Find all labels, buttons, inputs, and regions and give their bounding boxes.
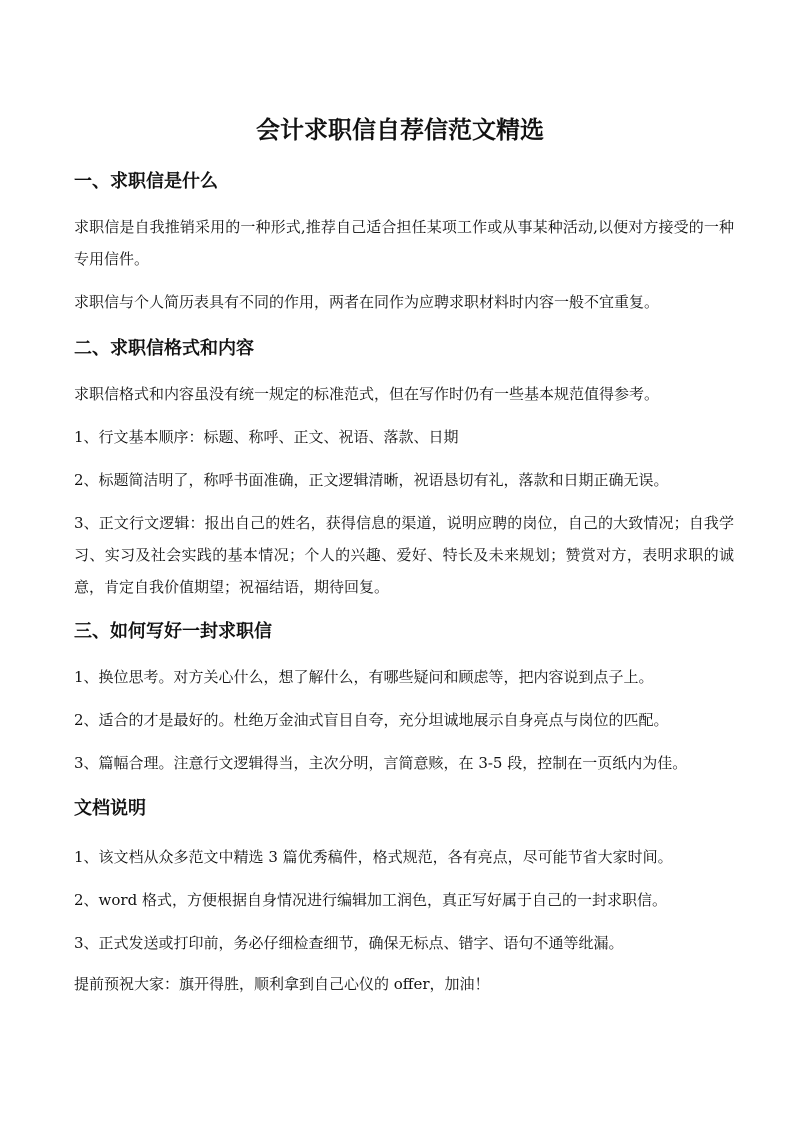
- section-3-paragraph-2: 2、适合的才是最好的。杜绝万金油式盲目自夸，充分坦诚地展示自身亮点与岗位的匹配。: [74, 711, 669, 729]
- section-1-paragraph-1: 求职信是自我推销采用的一种形式,推荐自己适合担任某项工作或从事某种活动,以便对方接受的一种专用信件。: [74, 218, 734, 268]
- section-heading-doc-notes: 文档说明: [74, 798, 146, 819]
- section-2-paragraph-2: 1、行文基本顺序：标题、称呼、正文、祝语、落款、日期: [74, 428, 459, 446]
- section-1-paragraph-2: 求职信与个人简历表具有不同的作用，两者在同作为应聘求职材料时内容一般不宜重复。: [74, 293, 660, 311]
- section-2-paragraph-1: 求职信格式和内容虽没有统一规定的标准范式，但在写作时仍有一些基本规范值得参考。: [74, 385, 660, 403]
- section-4-paragraph-3: 3、正式发送或打印前，务必仔细检查细节，确保无标点、错字、语句不通等纰漏。: [74, 934, 624, 952]
- section-heading-format: 二、求职信格式和内容: [74, 338, 254, 359]
- section-4-paragraph-2: 2、word 格式，方便根据自身情况进行编辑加工润色，真正写好属于自己的一封求职信。: [74, 891, 667, 909]
- section-2-paragraph-4: 3、正文行文逻辑：报出自己的姓名，获得信息的渠道，说明应聘的岗位，自己的大致情况；自我学习、实习及社会实践的基本情况；个人的兴趣、爱好、特长及未来规划；赞赏对方，表明求职的诚意，肯定自我价值期望；祝福结语，期待回复。: [74, 514, 734, 596]
- section-heading-what-is: 一、求职信是什么: [74, 171, 218, 192]
- section-3-paragraph-3: 3、篇幅合理。注意行文逻辑得当，主次分明，言简意赅，在 3-5 段，控制在一页纸内为佳。: [74, 754, 688, 772]
- section-2-paragraph-3: 2、标题简洁明了，称呼书面准确，正文逻辑清晰，祝语恳切有礼，落款和日期正确无误。: [74, 471, 669, 489]
- section-4-paragraph-4: 提前预祝大家：旗开得胜，顺利拿到自己心仪的 offer，加油！: [74, 975, 490, 993]
- section-3-paragraph-1: 1、换位思考。对方关心什么，想了解什么，有哪些疑问和顾虑等，把内容说到点子上。: [74, 668, 654, 686]
- section-heading-how-to-write: 三、如何写好一封求职信: [74, 621, 272, 642]
- document-title: 会计求职信自荐信范文精选: [256, 116, 544, 144]
- section-4-paragraph-1: 1、该文档从众多范文中精选 3 篇优秀稿件，格式规范，各有亮点，尽可能节省大家时间。: [74, 848, 673, 866]
